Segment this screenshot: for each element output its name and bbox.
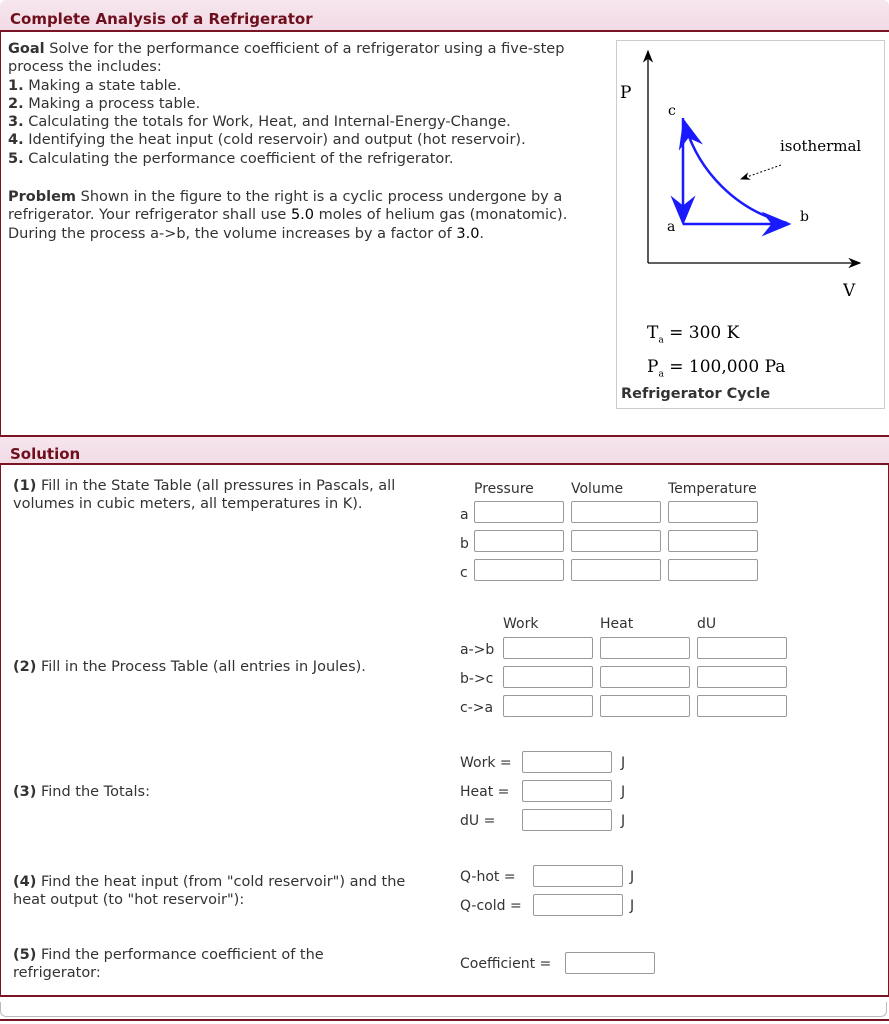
state-b-label: b xyxy=(460,536,469,552)
header-heat: Heat xyxy=(600,616,634,632)
du-bc-input[interactable] xyxy=(697,666,787,688)
problem-text xyxy=(8,188,604,243)
coefficient-label: Coefficient = xyxy=(460,956,552,972)
temperature-c-input[interactable] xyxy=(668,559,758,581)
total-du-label: dU = xyxy=(460,813,496,829)
ta-value xyxy=(647,323,739,345)
page-title: Complete Analysis of a Refrigerator xyxy=(10,10,313,28)
temperature-b-input[interactable] xyxy=(668,530,758,552)
header-temperature: Temperature xyxy=(668,481,757,497)
work-ab-input[interactable] xyxy=(503,637,593,659)
total-work-input[interactable] xyxy=(522,751,612,773)
du-ab-input[interactable] xyxy=(697,637,787,659)
q2-num: (2) xyxy=(13,659,37,675)
pa-symbol: P xyxy=(647,357,659,377)
q3-num: (3) xyxy=(13,784,37,800)
goal-intro: Solve for the performance coefficient of a refrigerator using a five-step process the includes: xyxy=(8,41,565,76)
process-bc-label: b->c xyxy=(460,671,494,687)
pa-amount: = 100,000 Pa xyxy=(669,357,786,377)
step-text: Identifying the heat input (cold reservoir) and output (hot reservoir). xyxy=(28,132,526,149)
q2-text xyxy=(13,658,443,676)
pressure-c-input[interactable] xyxy=(474,559,564,581)
q1-text xyxy=(13,477,443,514)
q-hot-unit: J xyxy=(630,869,635,885)
step-text: Calculating the performance coefficient of the refrigerator. xyxy=(28,150,454,167)
du-ca-input[interactable] xyxy=(697,695,787,717)
step-num: 4. xyxy=(8,132,24,149)
header-volume: Volume xyxy=(571,481,624,497)
step-num: 1. xyxy=(8,77,24,94)
q-cold-unit: J xyxy=(630,898,635,914)
pv-diagram xyxy=(617,41,884,311)
p-axis-label: P xyxy=(620,83,632,103)
work-ca-input[interactable] xyxy=(503,695,593,717)
total-du-input[interactable] xyxy=(522,809,612,831)
solution-header xyxy=(0,435,889,465)
process-ab-label: a->b xyxy=(460,642,495,658)
q2-desc: Fill in the Process Table (all entries in Joules). xyxy=(40,659,366,675)
q1-num: (1) xyxy=(13,478,37,494)
step-num: 3. xyxy=(8,114,24,131)
bottom-rule xyxy=(0,1019,889,1021)
q-cold-label: Q-cold = xyxy=(460,898,522,914)
moles-value: 5.0 xyxy=(290,207,314,224)
heat-ca-input[interactable] xyxy=(600,695,690,717)
solution-title: Solution xyxy=(10,445,81,463)
state-c-label: c xyxy=(460,565,468,581)
refrigerator-cycle-figure xyxy=(616,40,885,409)
left-border xyxy=(0,32,1,435)
header-work: Work xyxy=(503,616,539,632)
ta-symbol: T xyxy=(647,323,659,343)
q3-text xyxy=(13,783,443,801)
q4-num: (4) xyxy=(13,874,37,890)
q-hot-input[interactable] xyxy=(533,865,623,887)
header-du: dU xyxy=(697,616,717,632)
factor-value: 3.0 xyxy=(456,225,480,242)
step-text: Making a state table. xyxy=(28,77,182,94)
figure-caption: Refrigerator Cycle xyxy=(621,386,771,402)
goal-label: Goal xyxy=(8,41,45,57)
point-b-label: b xyxy=(800,209,809,225)
header-pressure: Pressure xyxy=(474,481,534,497)
footer-box xyxy=(0,1002,887,1017)
heat-bc-input[interactable] xyxy=(600,666,690,688)
point-a-label: a xyxy=(667,219,676,235)
work-bc-input[interactable] xyxy=(503,666,593,688)
volume-a-input[interactable] xyxy=(571,501,661,523)
process-ca-label: c->a xyxy=(460,700,494,716)
goal-text xyxy=(8,40,598,168)
pressure-a-input[interactable] xyxy=(474,501,564,523)
isothermal-pointer xyxy=(741,165,781,179)
ta-subscript: a xyxy=(658,335,664,346)
point-c-label: c xyxy=(668,103,676,119)
total-work-unit: J xyxy=(621,755,626,771)
pa-subscript: a xyxy=(658,369,664,380)
total-heat-label: Heat = xyxy=(460,784,510,800)
state-a-label: a xyxy=(460,507,469,523)
problem-text-2: moles of helium gas (monatomic). During the process a->b, the volume increases by a factor of xyxy=(8,207,568,242)
q-hot-label: Q-hot = xyxy=(460,869,516,885)
q4-desc: Find the heat input (from "cold reservoir") and the heat output (to "hot reservoir"): xyxy=(13,874,406,909)
heat-ab-input[interactable] xyxy=(600,637,690,659)
q5-desc: Find the performance coefficient of the refrigerator: xyxy=(13,947,324,982)
problem-text-3: . xyxy=(479,225,485,242)
total-work-label: Work = xyxy=(460,755,512,771)
pa-value xyxy=(647,357,785,379)
v-axis-label: V xyxy=(843,281,856,301)
step-text: Calculating the totals for Work, Heat, and Internal-Energy-Change. xyxy=(28,114,511,131)
temperature-a-input[interactable] xyxy=(668,501,758,523)
total-du-unit: J xyxy=(621,813,626,829)
q1-desc: Fill in the State Table (all pressures in Pascals, all volumes in cubic meters, all temperatures in K). xyxy=(13,478,396,513)
isothermal-label: isothermal xyxy=(780,137,862,155)
coefficient-input[interactable] xyxy=(565,952,655,974)
step-num: 5. xyxy=(8,150,24,167)
q-cold-input[interactable] xyxy=(533,894,623,916)
ta-amount: = 300 K xyxy=(669,323,740,343)
problem-text-1: Shown in the figure to the right is a cyclic process undergone by a refrigerator. Your refrigerator shall use xyxy=(8,189,563,224)
total-heat-unit: J xyxy=(621,784,626,800)
q4-text xyxy=(13,873,433,910)
q5-num: (5) xyxy=(13,947,37,963)
volume-c-input[interactable] xyxy=(571,559,661,581)
pressure-b-input[interactable] xyxy=(474,530,564,552)
process-bc xyxy=(684,121,787,223)
q3-desc: Find the Totals: xyxy=(40,784,150,800)
volume-b-input[interactable] xyxy=(571,530,661,552)
q5-text xyxy=(13,946,383,983)
problem-label: Problem xyxy=(8,189,77,205)
step-text: Making a process table. xyxy=(28,95,201,112)
problem-header xyxy=(0,0,889,32)
step-num: 2. xyxy=(8,95,24,112)
total-heat-input[interactable] xyxy=(522,780,612,802)
